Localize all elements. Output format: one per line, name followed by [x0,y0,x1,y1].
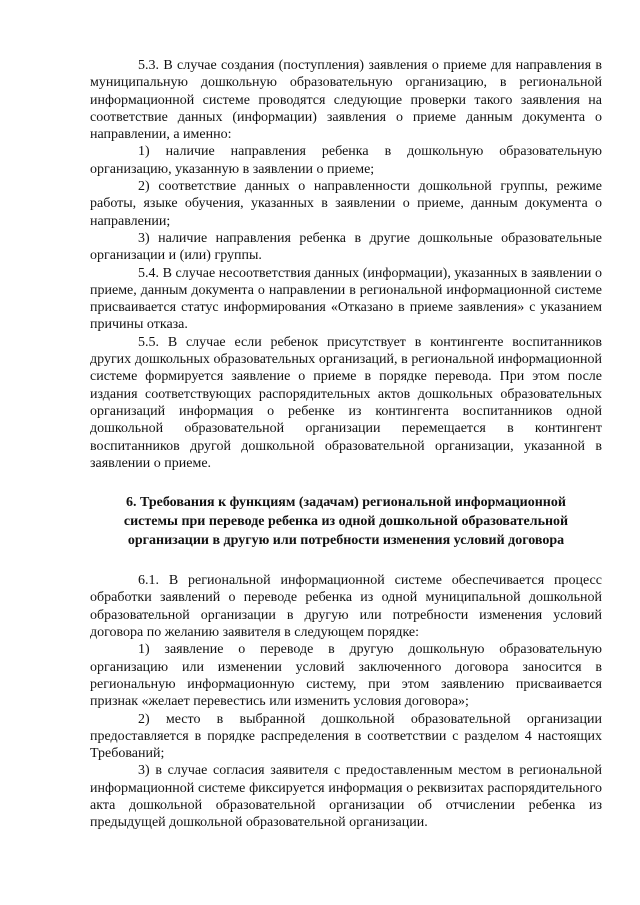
section-heading-line-1: 6. Требования к функциям (задачам) региональной информационной [126,495,566,511]
document-page [90,57,602,832]
list-item-5-3-3: 3) наличие направления ребенка в другие дошкольные образовательные организации и (или) группы. [90,230,602,264]
paragraph-5-3: 5.3. В случае создания (поступления) заявления о приеме для направления в муниципальную дошкольную образовательную организацию, в региональной информационной системе проводятся следующие проверки такого заявления на соответствие данных (информации) заявления о приеме данным документа о направлении, а именно: [90,58,602,143]
list-item-6-1-3: 3) в случае согласия заявителя с предоставленным местом в региональной информационной системе фиксируется информация о реквизитах распорядительного акта дошкольной образовательной организации об отчислении ребенка из предыдущей дошкольной образовательной организации. [90,763,602,831]
paragraph-5-4: 5.4. В случае несоответствия данных (информации), указанных в заявлении о приеме, данным документа о направлении в региональной информационной системе присваивается статус информирования «Отказано в приеме заявления» с указанием причины отказа. [90,265,602,333]
list-item-5-3-1: 1) наличие направления ребенка в дошкольную образовательную организацию, указанную в заявлении о приеме; [90,144,602,177]
list-item-5-3-2: 2) соответствие данных о направленности дошкольной группы, режиме работы, языке обучения, указанных в заявлении о приеме, данным документа о направлении; [90,179,602,229]
paragraph-6-1: 6.1. В региональной информационной системе обеспечивается процесс обработки заявлений о переводе ребенка из одной муниципальной дошкольной образовательной организации в другую или потребности изменения условий договора по желанию заявителя в следующем порядке: [90,573,602,641]
section-heading-line-3: организации в другую или потребности изменения условий договора [127,533,565,549]
section-6-heading [90,493,602,550]
list-item-6-1-1: 1) заявление о переводе в другую дошкольную образовательную организацию или изменении условий заключенного договора заносится в региональную информационную систему, при этом заявлению присваивается признак «желает перевестись или изменить условия договора»; [90,642,602,710]
paragraph-5-5: 5.5. В случае если ребенок присутствует в контингенте воспитанников других дошкольных образовательных организаций, в региональной информационной системе формируется заявление о приеме в порядке перевода. При этом после издания соответствующих распорядительных актов дошкольных образовательных организаций информация о ребенке из контингента воспитанников одной дошкольной образовательной организации перемещается в контингент воспитанников другой дошкольной образовательной организации, указанной в заявлении о приеме. [90,334,602,471]
section-heading-line-2: системы при переводе ребенка из одной дошкольной образовательной [123,514,569,530]
list-item-6-1-2: 2) место в выбранной дошкольной образовательной организации предоставляется в порядке распределения в соответствии с разделом 4 настоящих Требований; [90,711,602,762]
